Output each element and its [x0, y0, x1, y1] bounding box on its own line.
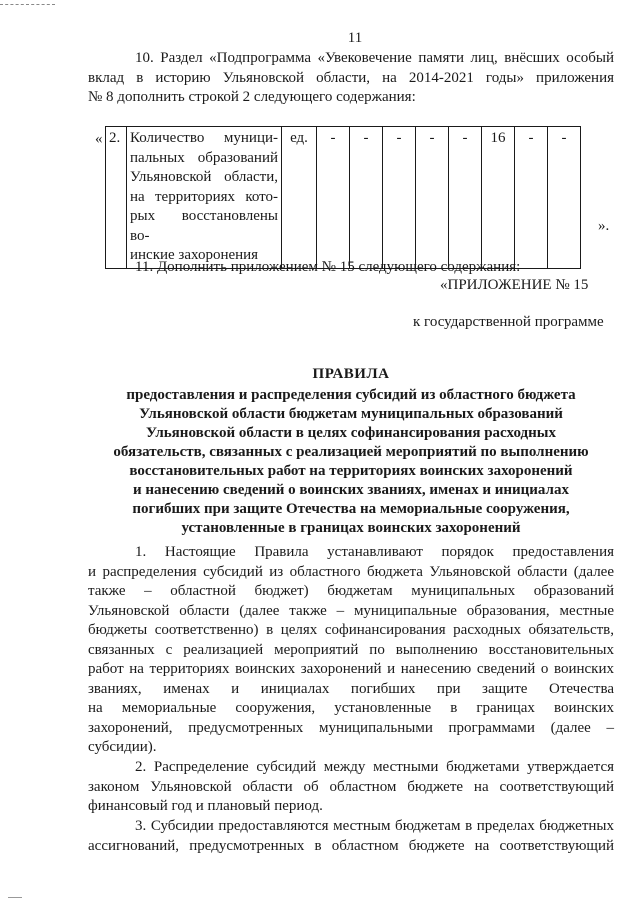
rules-title [88, 365, 614, 538]
clause-2 [88, 758, 614, 817]
paragraph-line: законом Ульяновской области об областном бюджете на соответствующий [88, 778, 614, 795]
indicator-line: рых восстановлены во- [130, 208, 278, 244]
title-line: установленные в границах воинских захоронений [181, 520, 521, 536]
value-cell: - [317, 127, 350, 269]
scan-artifact [8, 897, 22, 899]
paragraph-line: захоронений, предусмотренных муниципальными программами (далее – [88, 719, 614, 736]
paragraph-line: званиях, именах и инициалах погибших при защите Отечества [88, 680, 614, 697]
table-row [106, 127, 581, 269]
title-line: погибших при защите Отечества на мемориальные сооружения, [132, 501, 570, 517]
title-line: предоставления и распределения субсидий из областного бюджета [126, 387, 576, 403]
unit-cell: ед. [282, 127, 317, 269]
value-cell: 16 [482, 127, 515, 269]
value-cell: - [449, 127, 482, 269]
paragraph-10 [88, 49, 614, 108]
title-line: Ульяновской области в целях софинансирования расходных [146, 425, 556, 441]
value-cell: - [515, 127, 548, 269]
paragraph-line: вклад в историю Ульяновской области, на 2014-2021 годы» приложения [88, 69, 614, 86]
paragraph-line: также – областной бюджет) бюджетам муниципальных образований [88, 583, 614, 599]
indicator-line: на территориях кото- [130, 188, 278, 205]
paragraph-line: на мемориальные сооружения, установленные в границах воинских [88, 700, 614, 716]
paragraph-line: 2. Распределение субсидий между местными бюджетами утверждается [135, 759, 614, 775]
value-cell: - [416, 127, 449, 269]
title-line: восстановительных работ на территориях воинских захоронений [129, 463, 573, 479]
scan-artifact [0, 4, 55, 6]
amendment-table [105, 126, 581, 269]
paragraph-line: работ на территориях воинских захоронений и нанесению сведений о воинских [88, 661, 614, 677]
table-close-quote: ». [598, 218, 610, 234]
program-label: к государственной программе [413, 314, 604, 330]
clause-1 [88, 543, 614, 758]
value-cell: - [383, 127, 416, 269]
paragraph-line: № 8 дополнить строкой 2 следующего содержания: [88, 89, 416, 105]
title-line: Ульяновской области бюджетам муниципальных образований [139, 406, 563, 422]
paragraph-line: связанных с реализацией мероприятий по выполнению восстановительных [88, 641, 614, 658]
table-open-quote: « [95, 131, 103, 147]
indicator-line: Ульяновской области, [130, 169, 278, 185]
paragraph-line: 3. Субсидии предоставляются местным бюджетам в пределах бюджетных [135, 818, 614, 834]
paragraph-11 [88, 258, 614, 278]
title-line: обязательств, связанных с реализацией мероприятий по выполнению [113, 444, 589, 460]
indicator-line: пальных образований [130, 149, 278, 166]
paragraph-line: 10. Раздел «Подпрограмма «Увековечение памяти лиц, внёсших особый [135, 50, 614, 66]
paragraph-line: 1. Настоящие Правила устанавливают порядок предоставления [135, 544, 614, 560]
paragraph-line: бюджеты соответственно) в целях софинансирования расходных обязательств, [88, 622, 614, 638]
row-number: 2. [106, 127, 127, 269]
clause-3 [88, 817, 614, 856]
paragraph-line: и распределения субсидий из областного бюджета Ульяновской области (далее [88, 563, 614, 580]
paragraph-line: 11. Дополнить приложением № 15 следующего содержания: [135, 259, 521, 275]
indicator-line: Количество муници- [130, 130, 278, 146]
paragraph-line: финансовый год и плановый период. [88, 798, 323, 814]
value-cell: - [548, 127, 581, 269]
paragraph-line: субсидии). [88, 739, 157, 755]
appendix-label: «ПРИЛОЖЕНИЕ № 15 [440, 277, 589, 293]
indicator-name [127, 127, 282, 269]
page-number: 11 [347, 30, 363, 46]
paragraph-line: Ульяновской области (далее также – муниципальные образования, местные [88, 602, 614, 619]
indicator-line: инские захоронения [130, 247, 259, 263]
value-cell: - [350, 127, 383, 269]
title-line: и нанесению сведений о воинских званиях, именах и инициалах [133, 482, 569, 498]
paragraph-line: ассигнований, предусмотренных в областном бюджете на соответствующий [88, 837, 614, 854]
rules-heading: ПРАВИЛА [312, 366, 390, 382]
